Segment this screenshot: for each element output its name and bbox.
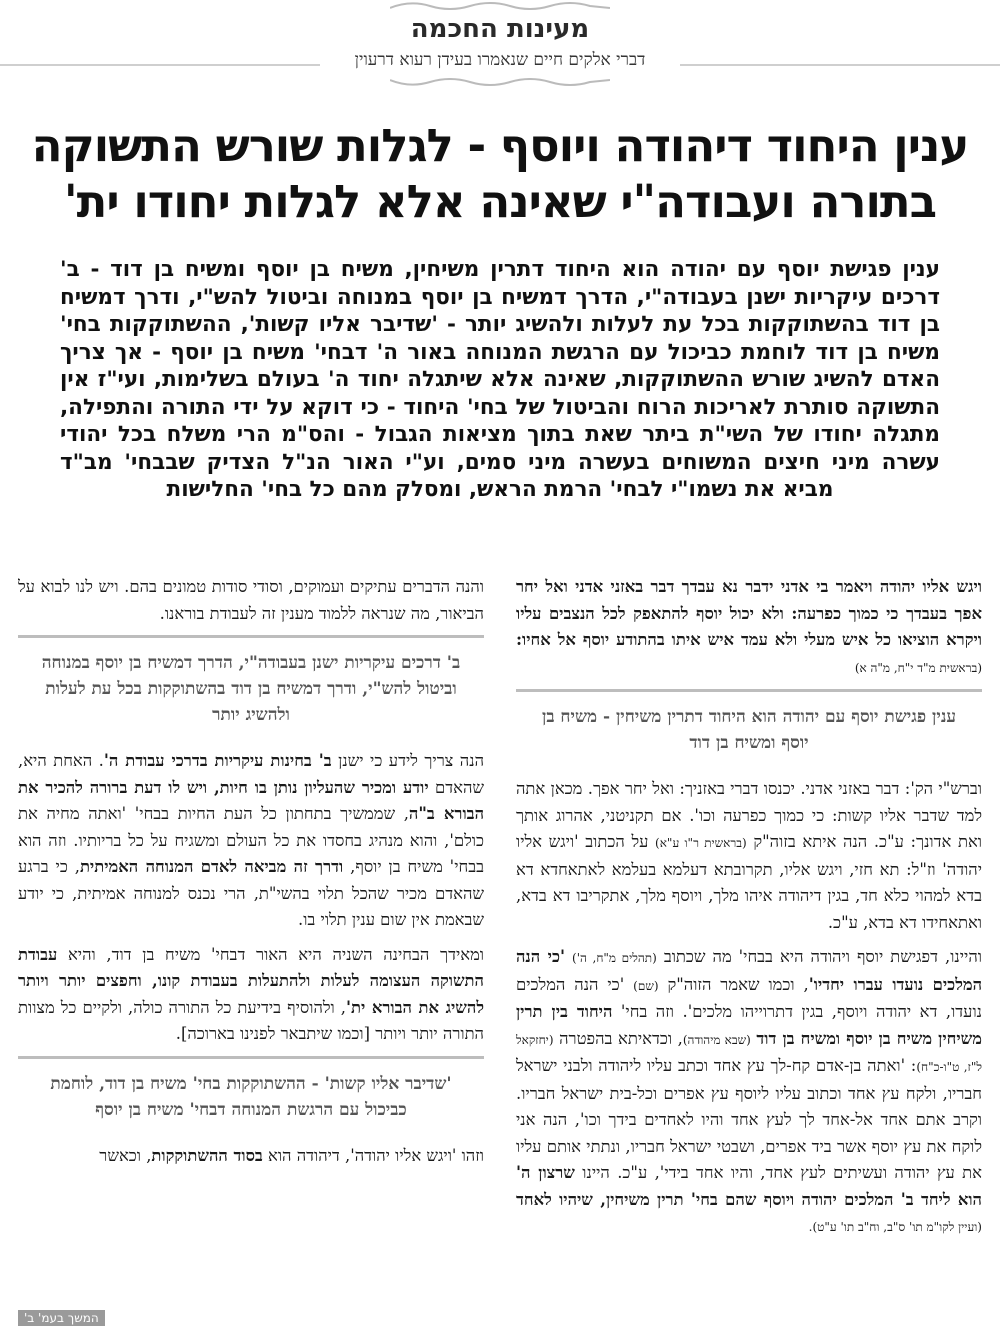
citation: (יחזקאל ל"ז, ט"ו-כ"ח) bbox=[516, 1032, 982, 1074]
header-rule-left bbox=[0, 64, 320, 66]
section-heading-3: 'שדיבר אליו קשות' - ההשתוקקות בחי' משיח בן דוד, לוחמת כביכול עם הרגשת המנוחה דבחי' משיח בן יוסף bbox=[18, 1056, 484, 1133]
text-run: והיינו, דפגישת יוסף ויהודה היא בבחי' מה שכתוב bbox=[663, 947, 982, 966]
bold-run: שרצון ה' הוא ליחד ב' המלכים יהודה ויוסף שהם בחי' תרין משיחין, שיהיו לאחד bbox=[516, 1163, 982, 1209]
text-run: , וכדאיתא בהפטרה bbox=[559, 1028, 683, 1048]
text-run: , וכמו שאמר הזוה"ק bbox=[667, 974, 809, 994]
text-run: 'כי הנה המלכים נועדו, דא יהודה ויוסף, בגין דתרוייהו מלכים'. וזה בחי' bbox=[516, 974, 982, 1021]
text-run: , שממשיך בתחתון כל העת החיות בבחי' 'ואתה מחיה את כולם', והוא מנהיג בחסדו את כל העולם ומשגיח על כל בריותיו. וזה הוא בבחי' משיח בן יוסף, bbox=[18, 804, 484, 876]
quote: 'כי הנה המלכים נועדו עברו יחדיו' bbox=[516, 947, 982, 994]
bold-run: יודע ומכיר שהעליון נותן בו חיות, ויש לו דעת ברורה להכיר את הבורא ב"ה bbox=[18, 777, 484, 823]
text-run: וזהו 'ויגש אליו יהודה', דיהודה הוא bbox=[268, 1145, 484, 1165]
section-heading-2: ב' דרכים עיקריות ישנן בעבודה"י, הדרך דמשיח בן יוסף במנוחה וביטול להש"י, ודרך דמשיח בן דוד בהשתוקקות בכל עת לעלות ולהשיג יותר bbox=[18, 635, 484, 738]
text-run: ומאידך הבחינה השניה היא האור דבחי' משיח בן דוד, והיא bbox=[67, 944, 484, 964]
article-title bbox=[20, 118, 980, 230]
header-box bbox=[330, 0, 670, 90]
ornament-bottom-icon bbox=[390, 78, 610, 88]
body-paragraph bbox=[18, 1143, 484, 1170]
text-run: הנה צריך לידע כי ישנן bbox=[338, 751, 484, 770]
bold-run: ב' בחינות עיקריות בדרכי עבודת ה' bbox=[103, 751, 332, 770]
article-title-line2: בתורה ועבודה"י שאינה אלא לגלות יחודו ית' bbox=[63, 175, 937, 228]
text-run: , כי ברגע שהאדם מכיר שהכל תלוי בהשי"ת, הרי נכנס למנוחה אמיתית, כי יודע שבאמת אין שום ענין תלוי בו. bbox=[18, 857, 484, 929]
article-summary: ענין פגישת יוסף עם יהודה הוא היחוד דתרין משיחין, משיח בן יוסף ומשיח בן דוד - ב' דרכים עיקריות ישנן בעבודה"י, הדרך דמשיח בן יוסף במנוחה וביטול להש"י, ודרך דמשיח בן דוד בהשתוקקות בכל עת לעלות ולהשיג יותר - 'שדיבר אליו קשות', ההשתוקקות בחי' משיח בן דוד לוחמת כביכול עם הרגשת המנוחה באור ה' דבחי' משיח בן יוסף - אך צריך האדם להשיג שורש ההשתוקקות, שאינה אלא שיתגלה יחוד ה' בעולם בשלימות, ועי"ז אין התשוקה סותרת לאריכות הרוח והביטול של בחי' היחוד - כי דוקא על ידי התורה והתפילה, מתגלה יחודו של השי"ת ביתר שאת בתוך מציאות הגבול - והס"מ הרי משלח בכל יהודי עשרה מיני חיצים המשוחים בעשרה מיני סמים, וע"י האור הנ"ל הצדיק שבבחי' מב"ד מביא את נשמו"י לבחי' הרמת הראש, ומסלק מהם כל בחי' החלישות bbox=[60, 257, 940, 502]
citation: (תהלים מ"ח, ה') bbox=[572, 951, 657, 965]
ornament-top-icon bbox=[390, 0, 610, 10]
citation: (בראשית ר"ו ע"א) bbox=[655, 836, 747, 850]
body-paragraph bbox=[516, 944, 982, 1241]
text-run: על הכתוב 'ויגש אליו יהודה' וז"ל: תא חזי, ויגש אליו, תקרובתא דעלמא בעלמא לאתאחדא דא בדא למהוי כלא חד, בגין דיהודה איהו מלך, ויוסף מלך, אתקריבו דא בדא, ואתאחידו דא בדא, ע"כ. bbox=[516, 832, 982, 932]
citation: (ועיין לקו"מ תו' ס"ב, וח"ב תו' ע"ט). bbox=[808, 1220, 982, 1234]
right-column bbox=[516, 574, 982, 1334]
text-run: , ולהוסיף בידיעת כל התורה כולה, ולקיים כל מצוות התורה יותר ויותר [וכמו שיתבאר לפנינו בארוכה]. bbox=[18, 997, 484, 1043]
left-column bbox=[18, 574, 484, 1334]
verse-ref: (בראשית מ"ד י"ח, מ"ה א) bbox=[854, 660, 982, 675]
article-body bbox=[18, 574, 982, 1344]
verse-paragraph bbox=[516, 574, 982, 681]
verse-text: ויגש אליו יהודה ויאמר בי אדני ידבר נא עבדך דבר באזני אדני ואל יחר אפך בעבדך כי כמוך כפרעה: ולא יכול יוסף להתאפק לכל הנצבים עליו ויקרא הוציאו כל איש מעלי ולא עמד איש איתו בהתודע יוסף אל אחיו: bbox=[516, 577, 982, 649]
body-paragraph bbox=[18, 748, 484, 934]
page-header bbox=[0, 0, 1000, 92]
text-run: וברש"י הק': דבר באזני אדני. יכנסו דברי באזניך: ואל יחר אפך. מכאן אתה למד שדבר אליו קשות: כי כמוך כפרעה וכו'. אם תקניטני, אהרוג אותך ואת אדונך: ע"כ. הנה איתא בזוה"ק bbox=[516, 779, 982, 851]
body-paragraph bbox=[516, 776, 982, 936]
section-title: מעינות החכמה bbox=[410, 14, 590, 44]
text-run: . האחת היא, שהאדם bbox=[18, 751, 484, 797]
text-run: , וכאשר bbox=[99, 1145, 152, 1165]
section-subtitle: דברי אלקים חיים שנאמרו בעידן רעוא דרעוין bbox=[354, 50, 646, 70]
bold-run: בסוד ההשתוקקות bbox=[151, 1145, 263, 1165]
continued-label: המשך בעמ' ב' bbox=[18, 1310, 105, 1326]
article-title-line1: ענין היחוד דיהודה ויוסף - לגלות שורש התשוקה bbox=[31, 119, 969, 172]
citation: (שם) bbox=[633, 978, 659, 993]
bold-run: היחוד בין תרין משיחין משיח בן יוסף ומשיח בן דוד bbox=[516, 1002, 982, 1048]
bold-run: ודרך זה מביאה לאדם המנוחה האמיתית bbox=[79, 857, 344, 876]
body-paragraph: והנה הדברים עתיקים ועמוקים, וסודי סודות טמונים בהם. ויש לנו לבוא על הביאור, מה שנראה ללמוד מענין זה לעבודת בוראנו. bbox=[18, 577, 484, 623]
body-paragraph bbox=[18, 942, 484, 1048]
text-run: : 'ואתה בן-אדם קח-לך עץ אחד וכתב עליו ליהודה ולבני ישראל חבריו, ולקח עץ אחד וכתוב עליו ליוסף עץ אפרים וכל-בית ישראל חבריו. וקרב אתם אחד אל-אחד לך לעץ אחד והיו לאחדים בידך וכו', הנה אני לוקח את עץ יוסף אשר ביד אפרים, ושבטי ישראל חבריו, ונתתי אותם עליו את עץ יהודה ועשיתים לעץ אחד, והיו אחד בידי', ע"כ. היינו bbox=[516, 1056, 982, 1182]
citation: (שבא מיהודה) bbox=[682, 1032, 751, 1047]
section-heading-1: ענין פגישת יוסף עם יהודה הוא היחוד דתרין משיחין - משיח בן יוסף ומשיח בן דוד bbox=[516, 689, 982, 766]
header-rule-right bbox=[680, 64, 1000, 66]
bold-run: עבודת התשוקה העצומה לעלות ולהתעלות בעבודת קונו, וחפצים יותר ויותר להשיג את הבורא ית' bbox=[18, 944, 484, 1017]
